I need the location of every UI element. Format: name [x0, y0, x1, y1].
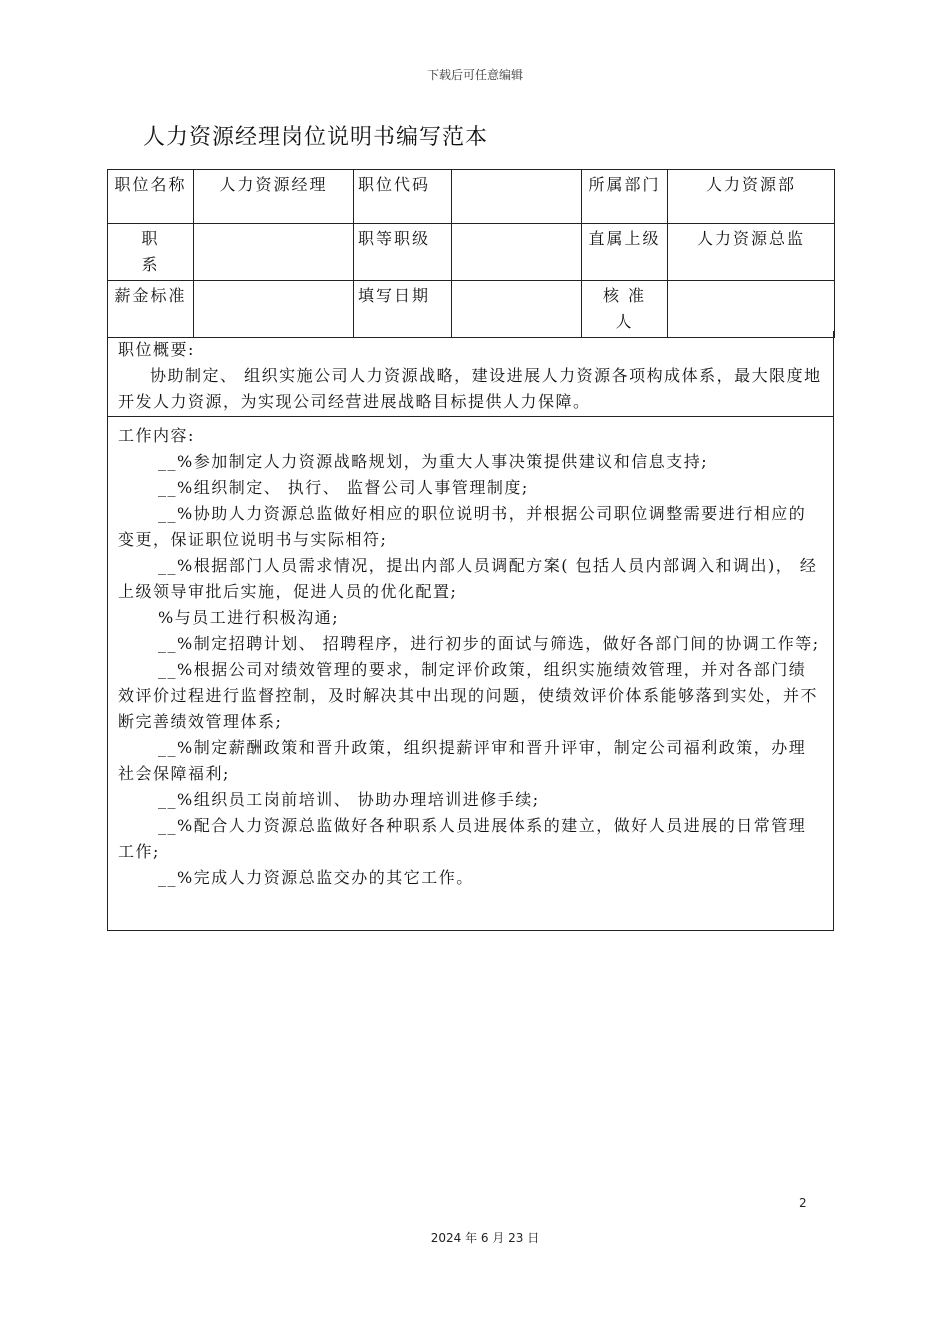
- label-job-family: 职 系: [108, 224, 194, 281]
- page-number: 2: [799, 1196, 807, 1210]
- header-note: 下载后可任意编辑: [426, 68, 523, 82]
- document-title: 人力资源经理岗位说明书编写范本: [143, 125, 489, 150]
- duty-item: __%制定招聘计划、 招聘程序，进行初步的面试与筛选，做好各部门间的协调工作等;: [158, 634, 820, 653]
- duty-item: %与员工进行积极沟通;: [158, 608, 340, 627]
- value-approver: [668, 281, 835, 338]
- duty-item: __%参加制定人力资源战略规划，为重大人事决策提供建议和信息支持;: [158, 452, 709, 471]
- position-summary-section: [107, 331, 834, 417]
- job-info-table: [107, 169, 835, 338]
- value-job-family: [194, 224, 354, 281]
- label-fill-date: 填写日期: [354, 281, 452, 338]
- duty-item: __%制定薪酬政策和晋升政策，组织提薪评审和晋升评审，制定公司福利政策，办理社会保障福利;: [118, 738, 807, 783]
- duty-item: __%组织制定、 执行、 监督公司人事管理制度;: [158, 478, 529, 497]
- table-row: [108, 224, 835, 281]
- duty-item: __%根据部门人员需求情况，提出内部人员调配方案( 包括人员内部调入和调出)， 经上级领导审批后实施，促进人员的优化配置;: [118, 556, 818, 601]
- value-grade-level: [452, 224, 582, 281]
- value-position-code: [452, 170, 582, 224]
- label-direct-superior: 直属上级: [582, 224, 668, 281]
- label-salary-standard: 薪金标准: [108, 281, 194, 338]
- duty-item: __%协助人力资源总监做好相应的职位说明书，并根据公司职位调整需要进行相应的变更，保证职位说明书与实际相符;: [118, 504, 807, 549]
- label-grade-level: 职等职级: [354, 224, 452, 281]
- job-duties-section: [107, 417, 834, 931]
- label-approver: 核 准 人: [582, 281, 668, 338]
- table-row: [108, 170, 835, 224]
- duty-item: __%配合人力资源总监做好各种职系人员进展体系的建立，做好人员进展的日常管理工作;: [118, 816, 807, 861]
- duties-heading: 工作内容:: [118, 426, 195, 445]
- footer-date: 2024 年 6 月 23 日: [430, 1231, 540, 1245]
- duty-item: __%根据公司对绩效管理的要求，制定评价政策，组织实施绩效管理，并对各部门绩效评价过程进行监督控制，及时解决其中出现的问题，使绩效评价体系能够落到实处，并不断完善绩效管理体系;: [118, 660, 819, 731]
- label-department: 所属部门: [582, 170, 668, 224]
- value-direct-superior: 人力资源总监: [668, 224, 835, 281]
- duty-item: __%完成人力资源总监交办的其它工作。: [158, 868, 474, 887]
- value-position-name: 人力资源经理: [194, 170, 354, 224]
- duty-item: __%组织员工岗前培训、 协助办理培训进修手续;: [158, 790, 540, 809]
- label-position-code: 职位代码: [354, 170, 452, 224]
- table-row: [108, 281, 835, 338]
- value-fill-date: [452, 281, 582, 338]
- value-salary-standard: [194, 281, 354, 338]
- label-position-name: 职位名称: [108, 170, 194, 224]
- value-department: 人力资源部: [668, 170, 835, 224]
- summary-heading: 职位概要:: [118, 340, 195, 359]
- summary-text: 协助制定、 组织实施公司人力资源战略，建设进展人力资源各项构成体系，最大限度地开发人力资源，为实现公司经营进展战略目标提供人力保障。: [118, 366, 822, 411]
